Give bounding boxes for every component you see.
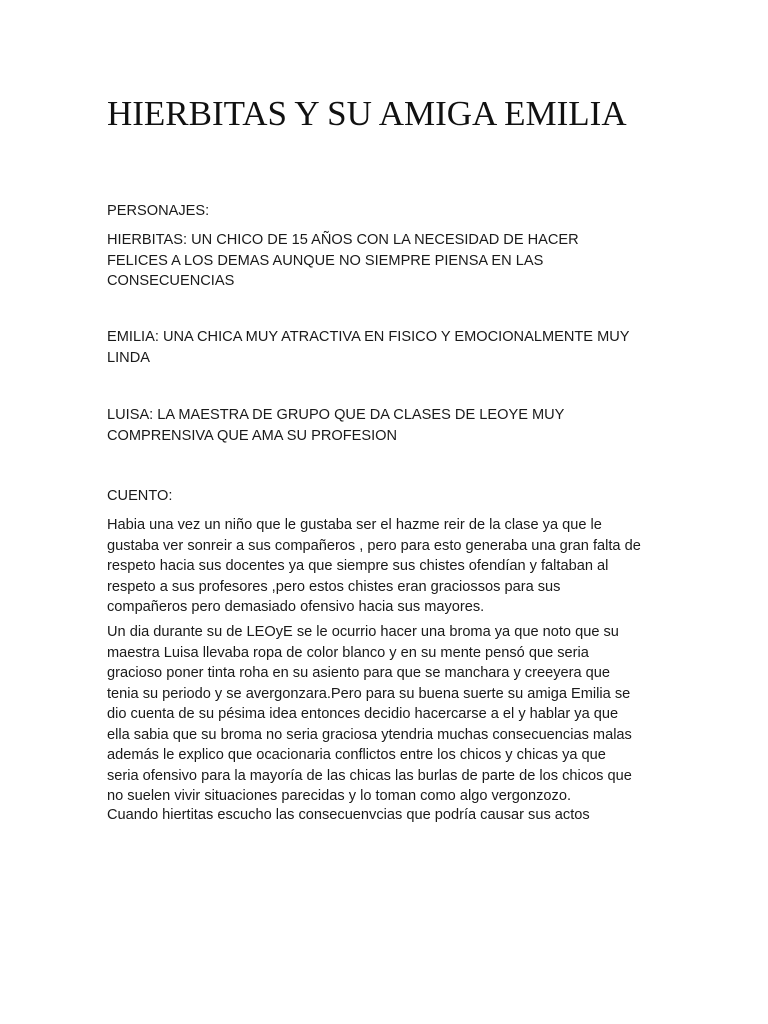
text-line: CONSECUENCIAS [107,273,235,289]
text-line: compañeros pero demasiado ofensivo hacia sus mayores. [107,599,485,615]
text-line: COMPRENSIVA QUE AMA SU PROFESION [107,427,398,444]
text-line: tenia su periodo y se avergonzara.Pero para su buena suerte su amiga Emilia se [107,685,631,702]
text-line: maestra Luisa llevaba ropa de color blanco y en su mente pensó que seria [107,644,589,661]
text-line: respeto hacia sus docentes ya que siempre sus chistes ofendían y faltaban al [107,558,609,574]
text-line: ella sabia que su broma no seria graciosa ytendria muchas consecuencias malas [107,726,632,743]
text-line: HIERBITAS: UN CHICO DE 15 AÑOS CON LA NECESIDAD DE HACER [107,232,579,248]
text-line: no suelen vivir situaciones parecidas y lo toman como algo vergonzozo. [107,788,572,804]
character-emilia [107,327,687,368]
story-paragraph-3 [107,805,687,826]
text-line: además le explico que ocacionaria conflictos entre los chicos y chicas ya que [107,747,606,763]
text-line: Cuando hiertitas escucho las consecuenvcias que podría causar sus actos [107,807,590,823]
text-line: LINDA [107,349,150,366]
text-line: respeto a sus profesores ,pero estos chistes eran graciossos para sus [107,578,561,595]
story-paragraph-2 [107,622,687,807]
text-line: Habia una vez un niño que le gustaba ser el hazme reir de la clase ya que le [107,517,602,533]
text-line: PERSONAJES: [107,203,210,219]
text-line: FELICES A LOS DEMAS AUNQUE NO SIEMPRE PIENSA EN LAS [107,252,544,269]
character-hierbitas [107,230,687,292]
cuento-heading [107,486,687,507]
text-line: Un dia durante su de LEOyE se le ocurrio hacer una broma ya que noto que su [107,624,619,640]
personajes-heading [107,201,687,222]
text-line: gracioso poner tinta roha en su asiento para que se manchara y creeyera que [107,665,610,681]
character-luisa [107,405,687,446]
story-paragraph-1 [107,515,687,618]
text-line: LUISA: LA MAESTRA DE GRUPO QUE DA CLASES DE LEOYE MUY [107,407,565,423]
text-line: gustaba ver sonreir a sus compañeros , pero para esto generaba una gran falta de [107,537,641,554]
document-title: HIERBITAS Y SU AMIGA EMILIA [107,94,627,133]
text-line: seria ofensivo para la mayoría de las chicas las burlas de parte de los chicos que [107,767,632,784]
text-line: dio cuenta de su pésima idea entonces decidio hacercarse a el y hablar ya que [107,706,619,722]
text-line: CUENTO: [107,488,173,504]
text-line: EMILIA: UNA CHICA MUY ATRACTIVA EN FISICO Y EMOCIONALMENTE MUY [107,329,630,345]
